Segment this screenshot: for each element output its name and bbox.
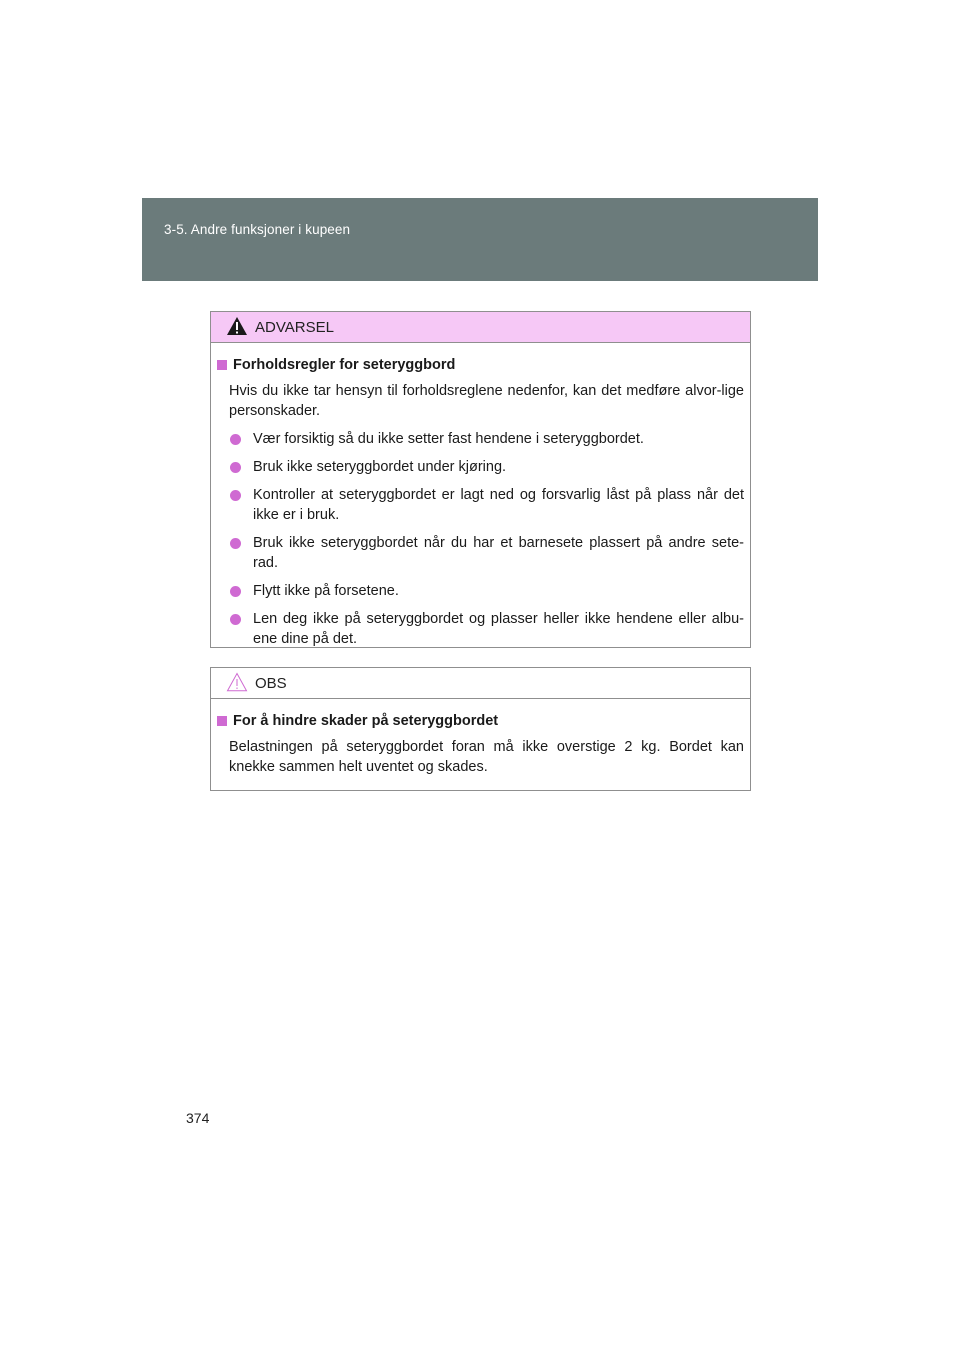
warning-triangle-filled-icon — [226, 316, 248, 336]
list-item-text: Flytt ikke på forsetene. — [253, 583, 399, 599]
circle-bullet-icon — [230, 434, 241, 445]
warning-section-title — [217, 355, 744, 375]
list-item — [229, 581, 744, 601]
warning-list — [217, 429, 744, 649]
list-item-text: Vær forsiktig så du ikke setter fast hendene i seteryggbordet. — [253, 431, 644, 447]
notice-box — [210, 667, 751, 791]
list-item — [229, 457, 744, 477]
circle-bullet-icon — [230, 538, 241, 549]
square-bullet-icon — [217, 716, 227, 726]
section-header-band — [142, 198, 818, 281]
list-item — [229, 609, 744, 649]
warning-triangle-outline-icon — [226, 672, 248, 692]
circle-bullet-icon — [230, 614, 241, 625]
notice-text: Belastningen på seteryggbordet foran må ikke overstige 2 kg. Bordet kan knekke sammen helt uventet og skades. — [229, 739, 744, 775]
square-bullet-icon — [217, 360, 227, 370]
page-number: 374 — [186, 1110, 210, 1126]
notice-box-body — [211, 699, 750, 777]
notice-label: OBS — [255, 675, 287, 692]
notice-section-title — [217, 711, 744, 731]
list-item — [229, 533, 744, 573]
list-item — [229, 485, 744, 525]
warning-title-text: Forholdsregler for seteryggbord — [233, 357, 456, 373]
notice-box-header — [211, 668, 750, 699]
list-item-text: Len deg ikke på seteryggbordet og plasser heller ikke hendene eller albu-ene dine på det. — [253, 611, 744, 647]
section-title: 3-5. Andre funksjoner i kupeen — [164, 222, 351, 237]
circle-bullet-icon — [230, 586, 241, 597]
warning-intro: Hvis du ikke tar hensyn til forholdsreglene nedenfor, kan det medføre alvor-lige personskader. — [229, 383, 744, 419]
list-item-text: Kontroller at seteryggbordet er lagt ned og forsvarlig låst på plass når det ikke er i bruk. — [253, 487, 744, 523]
warning-box-body — [211, 343, 750, 649]
warning-box — [210, 311, 751, 648]
list-item — [229, 429, 744, 449]
warning-box-header — [211, 312, 750, 343]
warning-label: ADVARSEL — [255, 319, 334, 336]
list-item-text: Bruk ikke seteryggbordet når du har et barnesete plassert på andre sete-rad. — [253, 535, 744, 571]
circle-bullet-icon — [230, 462, 241, 473]
list-item-text: Bruk ikke seteryggbordet under kjøring. — [253, 459, 507, 475]
circle-bullet-icon — [230, 490, 241, 501]
notice-title-text: For å hindre skader på seteryggbordet — [233, 713, 499, 729]
